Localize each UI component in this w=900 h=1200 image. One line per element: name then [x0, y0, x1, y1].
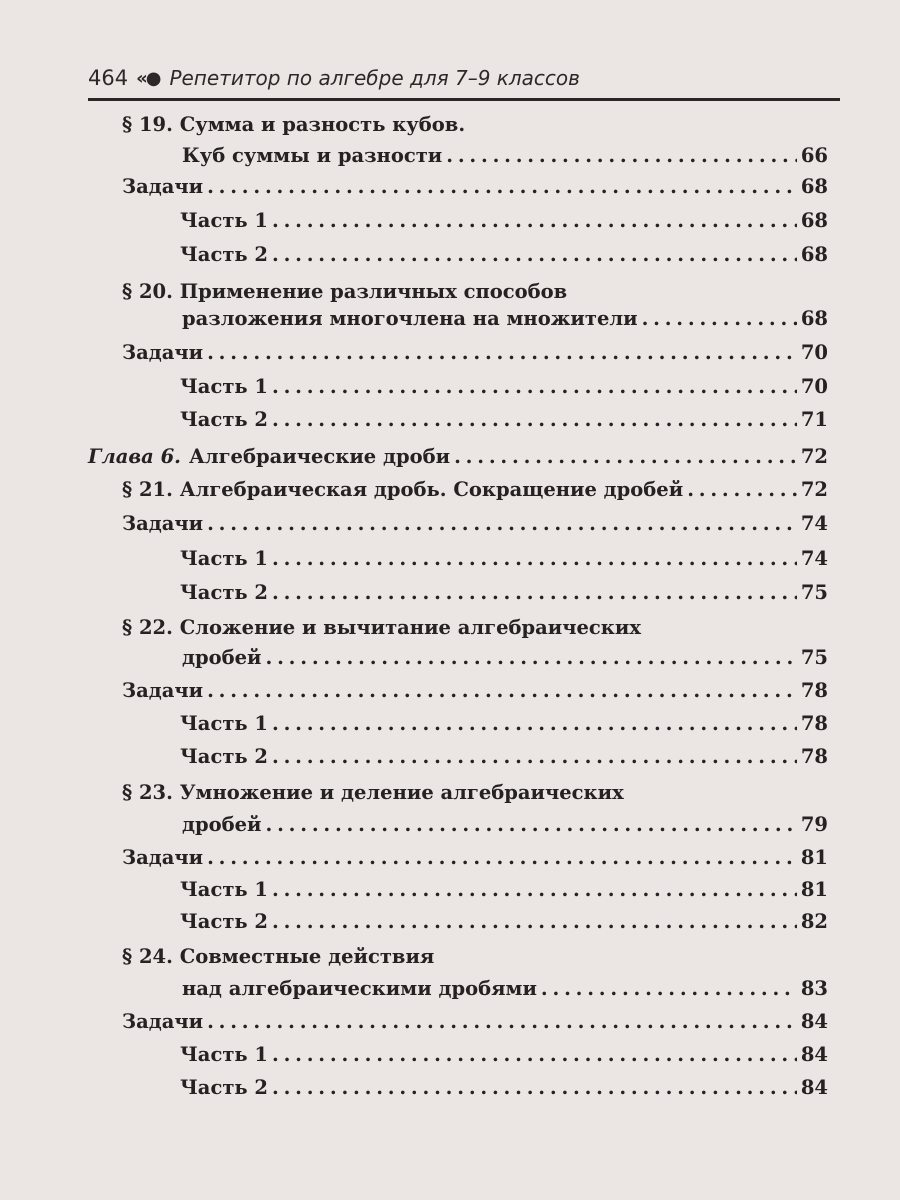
dot-leader [266, 646, 797, 669]
dot-leader [266, 813, 797, 836]
toc-entry-part [180, 1043, 828, 1073]
chapter-prefix: Глава 6. [88, 445, 181, 468]
dot-leader [272, 712, 797, 735]
toc-entry-label: Часть 1 [180, 1043, 268, 1066]
toc-entry-page: 72 [800, 478, 828, 501]
toc-entry-page: 72 [800, 445, 828, 468]
running-title: Репетитор по алгебре для 7–9 классов [169, 66, 580, 90]
dot-leader [272, 209, 797, 232]
running-header [88, 60, 838, 96]
toc-entry-task [122, 1010, 828, 1040]
toc-entry-label: § 24. Совместные действия [122, 945, 435, 968]
toc-entry-label: Часть 1 [180, 712, 268, 735]
toc-entry-page: 75 [800, 581, 828, 604]
toc-entry-label: дробей [182, 646, 262, 669]
toc-entry-cont [182, 144, 828, 174]
toc-entry-page: 81 [800, 846, 828, 869]
dot-leader [272, 878, 797, 901]
dot-leader [207, 175, 797, 198]
toc-entry-page: 75 [800, 646, 828, 669]
toc-entry-label: Часть 1 [180, 547, 268, 570]
toc-entry-page: 74 [800, 547, 828, 570]
toc-entry-task [122, 679, 828, 709]
header-rule [88, 98, 840, 101]
toc-entry-page: 70 [800, 341, 828, 364]
dot-leader [207, 679, 797, 702]
toc-entry-page: 82 [800, 910, 828, 933]
toc-entry-label: разложения многочлена на множители [182, 307, 638, 330]
dot-leader [272, 1043, 797, 1066]
toc-entry-part [180, 547, 828, 577]
toc-entry-page: 84 [800, 1010, 828, 1033]
toc-entry-label: Часть 2 [180, 243, 268, 266]
dot-leader [272, 910, 797, 933]
toc-entry-part [180, 878, 828, 908]
page-number: 464 [88, 66, 129, 90]
toc-entry-page: 78 [800, 712, 828, 735]
dot-leader [272, 243, 797, 266]
toc-entry-label: § 23. Умножение и деление алгебраических [122, 781, 624, 804]
toc-entry-cont [182, 307, 828, 337]
toc-entry-chapter [88, 445, 828, 475]
toc-entry-label: Часть 2 [180, 408, 268, 431]
toc-entry-page: 78 [800, 745, 828, 768]
toc-entry-page: 66 [800, 144, 828, 167]
toc-entry-label: Часть 2 [180, 910, 268, 933]
toc-entry-cont [182, 813, 828, 843]
toc-entry-label: Алгебраические дроби [188, 445, 451, 468]
toc-entry-label: Часть 2 [180, 745, 268, 768]
toc-entry-cont [182, 977, 828, 1007]
dot-leader [272, 745, 797, 768]
toc-entry-label: Часть 1 [180, 375, 268, 398]
toc-entry-label: Задачи [122, 175, 204, 198]
toc-entry-section [122, 781, 624, 811]
toc-entry-task [122, 341, 828, 371]
toc-entry-page: 83 [800, 977, 828, 1000]
dot-leader [272, 375, 797, 398]
toc-entry-page: 71 [800, 408, 828, 431]
toc-entry-part [180, 375, 828, 405]
dot-leader [207, 1010, 797, 1033]
toc-entry-label: Часть 1 [180, 209, 268, 232]
toc-entry-task [122, 175, 828, 205]
toc-entry-part [180, 209, 828, 239]
toc-entry-label: Задачи [122, 512, 204, 535]
toc-entry-part [180, 745, 828, 775]
toc-entry-label: Задачи [122, 341, 204, 364]
dot-leader [541, 977, 797, 1000]
toc-entry-page: 84 [800, 1043, 828, 1066]
toc-entry-label: над алгебраическими дробями [182, 977, 537, 1000]
toc-entry-section [122, 945, 434, 975]
toc-entry-page: 70 [800, 375, 828, 398]
toc-entry-section [122, 113, 465, 143]
dot-leader [687, 478, 797, 501]
toc-entry-part [180, 910, 828, 940]
toc-entry-label: Куб суммы и разности [182, 144, 443, 167]
toc-entry-task [122, 846, 828, 876]
toc-entry-label: § 21. Алгебраическая дробь. Сокращение дробей [122, 478, 684, 501]
toc-entry-page: 74 [800, 512, 828, 535]
toc-entry-part [180, 712, 828, 742]
toc-entry-label: Задачи [122, 1010, 204, 1033]
toc-entry-task [122, 478, 828, 508]
toc-entry-label: § 19. Сумма и разность кубов. [122, 113, 466, 136]
toc-entry-part [180, 408, 828, 438]
toc-entry-page: 79 [800, 813, 828, 836]
dot-leader [272, 547, 797, 570]
toc-entry-page: 68 [800, 175, 828, 198]
toc-entry-page: 68 [800, 307, 828, 330]
toc-entry-page: 84 [800, 1076, 828, 1099]
dot-leader [642, 307, 797, 330]
toc-entry-page: 68 [800, 243, 828, 266]
dot-leader [207, 846, 797, 869]
toc-entry-label: дробей [182, 813, 262, 836]
toc-entry-page: 78 [800, 679, 828, 702]
toc-entry-label: § 22. Сложение и вычитание алгебраических [122, 616, 641, 639]
toc-entry-label: Часть 1 [180, 878, 268, 901]
dot-leader [272, 1076, 797, 1099]
dot-leader [446, 144, 797, 167]
toc-entry-section [122, 280, 567, 310]
toc-entry-page: 68 [800, 209, 828, 232]
toc-entry-page: 81 [800, 878, 828, 901]
dot-leader [454, 445, 797, 468]
toc-entry-task [122, 512, 828, 542]
dot-leader [272, 408, 797, 431]
toc-entry-label: Часть 2 [180, 581, 268, 604]
toc-entry-part [180, 1076, 828, 1106]
toc-entry-cont [182, 646, 828, 676]
dot-leader [207, 512, 797, 535]
toc-entry-label: Задачи [122, 846, 204, 869]
toc-entry-part [180, 243, 828, 273]
toc-entry-section [122, 616, 641, 646]
toc-entry-label: § 20. Применение различных способов [122, 280, 568, 303]
toc-entry-label: Задачи [122, 679, 204, 702]
dot-leader [207, 341, 797, 364]
dot-leader [272, 581, 797, 604]
toc-entry-label: Часть 2 [180, 1076, 268, 1099]
ornament-icon: «● [136, 67, 160, 89]
toc-entry-part [180, 581, 828, 611]
